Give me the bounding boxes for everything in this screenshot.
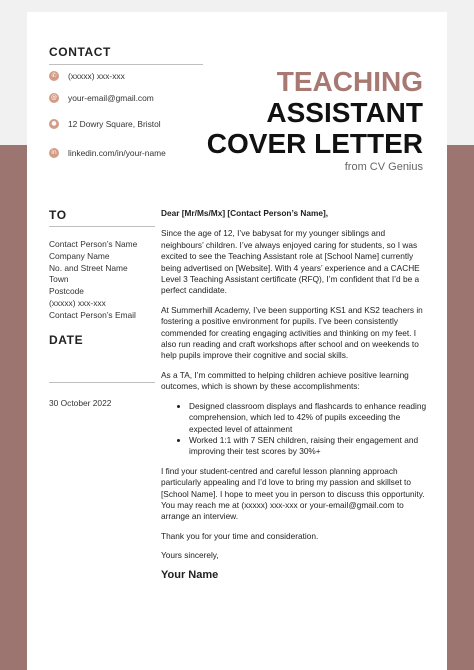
contact-linkedin xyxy=(49,148,166,158)
contact-email xyxy=(49,93,154,103)
recipient-line: Contact Person’s Email xyxy=(49,309,136,320)
contact-address xyxy=(49,119,161,129)
date-value: 30 October 2022 xyxy=(49,398,112,408)
list-item: • Designed classroom displays and flashcards to enhance reading comprehension, which led to 42% of pupils exceeding the expected level of attainment xyxy=(189,401,427,435)
date-heading: DATE xyxy=(49,333,84,347)
paragraph-3: As a TA, I’m committed to helping children achieve positive learning outcomes, which is shown by these accomplishments: xyxy=(161,369,409,392)
letter-body xyxy=(161,208,427,581)
title-line-3: COVER LETTER xyxy=(206,128,423,159)
accomplishments-list xyxy=(161,401,427,458)
recipient-line: (xxxxx) xxx-xxx xyxy=(49,297,106,308)
closing: Yours sincerely, xyxy=(161,550,219,561)
subtitle: from CV Genius xyxy=(344,161,423,173)
title-line-1: TEACHING xyxy=(276,66,423,97)
paragraph-1: Since the age of 12, I’ve babysat for my younger siblings and neighbours’ children. I’ve always enjoyed caring for students, so I was excited to see the Teaching Assistant role at [School Name] currently being advertised on [Website]. With 4 years’ experience and a CACHE Level 3 Teaching Assistant certificate (RFQ), I’m confident that I’d be a perfect candidate. xyxy=(161,228,420,296)
recipient-line: No. and Street Name xyxy=(49,262,128,273)
salutation: Dear [Mr/Ms/Mx] [Contact Person’s Name], xyxy=(161,208,329,218)
list-item: • Worked 1:1 with 7 SEN children, raising their engagement and improving their test scores by 30%+ xyxy=(189,435,427,458)
recipient-block xyxy=(49,239,159,322)
to-heading: TO xyxy=(49,208,67,222)
date-divider xyxy=(49,382,155,383)
signature-name: Your Name xyxy=(161,568,219,581)
title-line-2: ASSISTANT xyxy=(266,97,423,128)
contact-divider xyxy=(49,64,203,65)
recipient-line: Postcode xyxy=(49,286,84,297)
linkedin-text: linkedin.com/in/your-name xyxy=(68,148,166,158)
paragraph-5: Thank you for your time and consideration. xyxy=(161,530,319,541)
recipient-line: Company Name xyxy=(49,250,110,261)
letter-page xyxy=(27,12,447,670)
phone-icon: ✆ xyxy=(49,71,59,81)
address-text: 12 Dowry Square, Bristol xyxy=(68,119,161,129)
contact-phone xyxy=(49,71,125,81)
email-text: your-email@gmail.com xyxy=(68,93,154,103)
email-icon: @ xyxy=(51,94,57,101)
paragraph-4: I find your student-centred and careful lesson planning approach particularly appealing and I’d love to bring my passion and skillset to [School Name]. I hope to meet you in person to discuss this opportunity. You may reach me at (xxxxx) xxx-xxx or your-email@gmail.com to arrange an interview. xyxy=(161,465,425,522)
contact-heading: CONTACT xyxy=(49,45,111,59)
to-divider xyxy=(49,226,155,227)
linkedin-icon: in xyxy=(49,148,59,158)
recipient-line: Town xyxy=(49,274,69,285)
paragraph-2: At Summerhill Academy, I’ve been supporting KS1 and KS2 teachers in fostering a positive environment for pupils. I’ve been consistently commended for creating engaging activities and thinking on my feet. I also run reading and craft workshops after school and on weekends to help pupils improve their cognitive and social skills. xyxy=(161,304,423,361)
recipient-line: Contact Person’s Name xyxy=(49,239,138,249)
location-icon: ● xyxy=(49,119,59,129)
phone-text: (xxxxx) xxx-xxx xyxy=(68,71,125,81)
